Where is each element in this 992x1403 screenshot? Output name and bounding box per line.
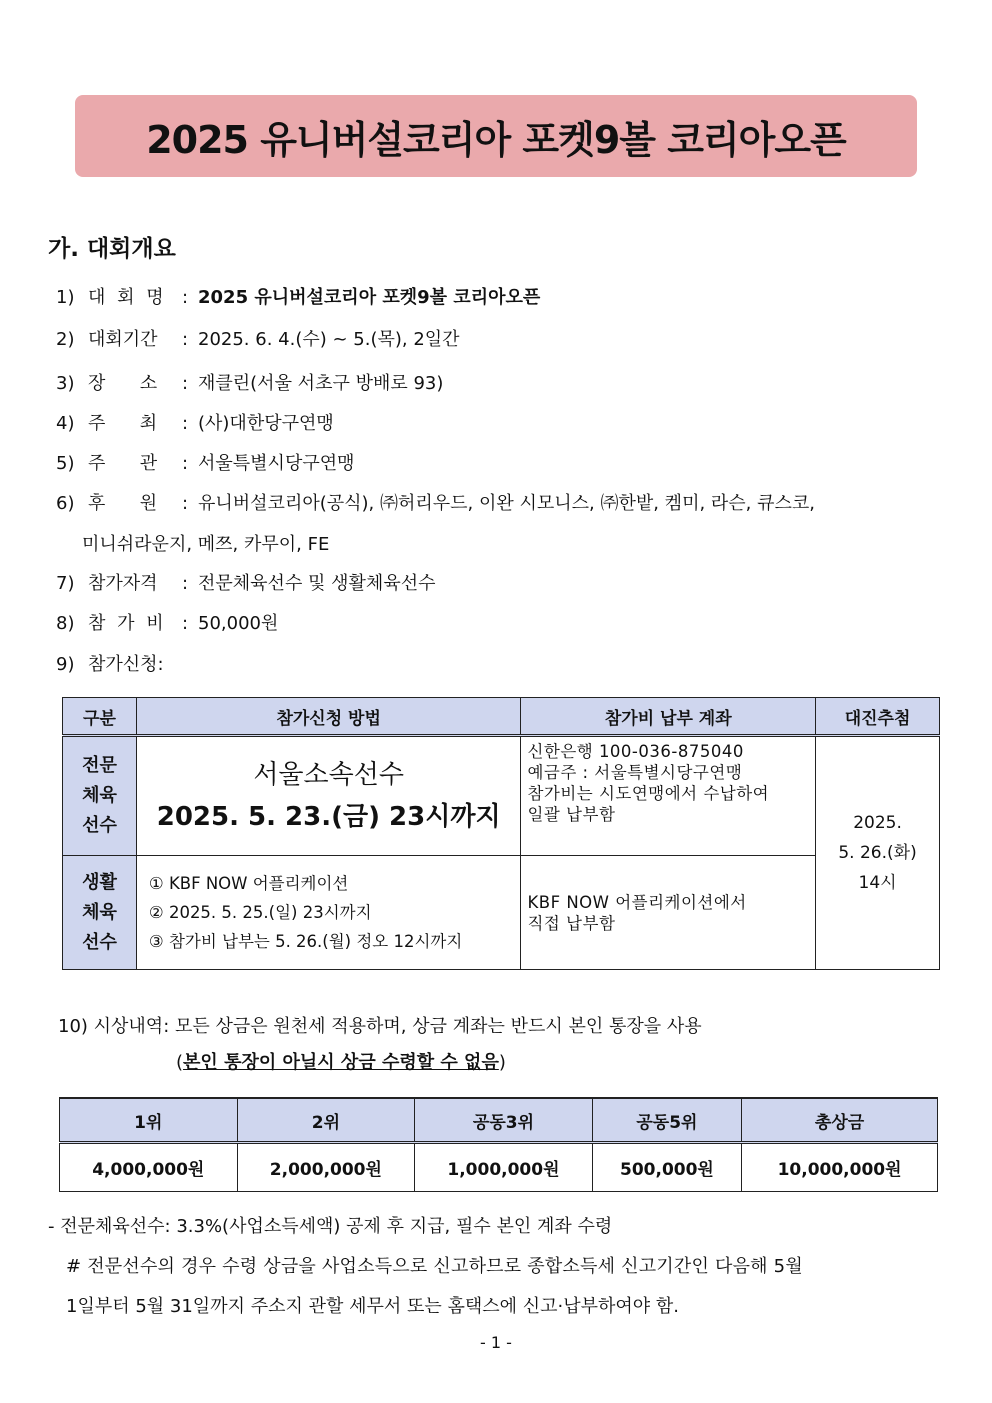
prize-note <box>176 1048 506 1074</box>
item-label: 참 가 비 <box>88 613 167 634</box>
step-line: ① KBF NOW 어플리케이션 <box>148 874 349 893</box>
info-item-period: 2) 대회기간 : 2025. 6. 4.(수) ~ 5.(목), 2일간 <box>56 325 460 351</box>
item-label: 후 원 <box>88 493 158 514</box>
prize-header: 1위 <box>60 1098 238 1143</box>
step-line: ③ 참가비 납부는 5. 26.(월) 정오 12시까지 <box>148 932 463 951</box>
item-value: 2025 유니버설코리아 포켓9볼 코리아오픈 <box>198 287 541 308</box>
method-pro <box>136 736 521 856</box>
category-amateur <box>63 856 137 970</box>
category-line: 선수 <box>82 815 117 836</box>
category-line: 전문 <box>82 755 117 776</box>
draw-line: 2025. <box>853 813 902 833</box>
item-label: 참가신청: <box>88 654 164 675</box>
header-draw: 대진추첨 <box>816 698 940 736</box>
page-number: - 1 - <box>480 1333 512 1352</box>
tax-detail: # 전문선수의 경우 수령 상금을 사업소득으로 신고하므로 종합소득세 신고기간인 다음해 5월 <box>66 1256 803 1277</box>
draw-date <box>816 736 940 970</box>
table-row-amateur <box>63 856 940 970</box>
step-line: ② 2025. 5. 25.(일) 23시까지 <box>148 903 372 922</box>
method-deadline: 2025. 5. 23.(금) 23시까지 <box>156 802 501 832</box>
header-category: 구분 <box>63 698 137 736</box>
info-item-host: 4) 주 최 : (사)대한당구연맹 <box>56 409 334 435</box>
account-line: 참가비는 시도연맹에서 수납하여 <box>527 784 770 803</box>
account-line: 직접 납부함 <box>527 913 616 933</box>
prize-header: 공동5위 <box>592 1098 741 1143</box>
info-item-fee: 8) 참 가 비 : 50,000원 <box>56 609 278 635</box>
prize-header: 공동3위 <box>415 1098 593 1143</box>
category-line: 체육 <box>82 785 117 806</box>
header-account: 참가비 납부 계좌 <box>521 698 816 736</box>
account-pro <box>521 736 816 856</box>
account-line: 일괄 납부함 <box>527 805 616 824</box>
item-label: 주 최 <box>88 413 158 434</box>
category-pro <box>63 736 137 856</box>
account-amateur <box>521 856 816 970</box>
prize-table <box>59 1097 938 1192</box>
table-row-pro <box>63 736 940 856</box>
prize-warning: 본인 통장이 아닐시 상금 수령할 수 없음 <box>183 1052 499 1073</box>
tax-note: - 전문체육선수: 3.3%(사업소득세액) 공제 후 지급, 필수 본인 계좌 수령 <box>48 1216 613 1237</box>
item-value: 서울특별시당구연맹 <box>198 453 355 474</box>
tax-detail: 1일부터 5월 31일까지 주소지 관할 세무서 또는 홈택스에 신고·납부하여야 함. <box>66 1296 679 1317</box>
item-number: 8) <box>56 613 75 634</box>
prize-value-row <box>60 1143 938 1192</box>
item-label: 참가자격 <box>88 573 158 594</box>
account-line: KBF NOW 어플리케이션에서 <box>527 892 747 912</box>
info-item-venue: 3) 장 소 : 재클린(서울 서초구 방배로 93) <box>56 369 443 395</box>
account-line: 예금주 : 서울특별시당구연맹 <box>527 763 743 782</box>
application-table <box>62 697 940 970</box>
item-number: 9) <box>56 654 75 675</box>
page-title: 2025 유니버설코리아 포켓9볼 코리아오픈 <box>146 117 846 162</box>
prize-intro: 10) 시상내역: 모든 상금은 원천세 적용하며, 상금 계좌는 반드시 본인 통장을 사용 <box>58 1016 702 1037</box>
item-number: 2) <box>56 329 75 350</box>
item-value: 재클린(서울 서초구 방배로 93) <box>198 373 444 394</box>
info-item-organizer: 5) 주 관 : 서울특별시당구연맹 <box>56 449 355 475</box>
prize-value: 500,000원 <box>592 1143 741 1192</box>
prize-value: 10,000,000원 <box>742 1143 938 1192</box>
account-line: 신한은행 100-036-875040 <box>527 742 744 761</box>
prize-value: 4,000,000원 <box>60 1143 238 1192</box>
title-banner <box>75 95 917 177</box>
draw-line: 5. 26.(화) <box>838 843 917 863</box>
item-number: 5) <box>56 453 75 474</box>
draw-line: 14시 <box>858 873 897 893</box>
table-header-row <box>63 698 940 736</box>
method-amateur <box>136 856 521 970</box>
prize-header: 총상금 <box>742 1098 938 1143</box>
category-line: 체육 <box>82 901 117 923</box>
item-value: 유니버설코리아(공식), ㈜허리우드, 이완 시모니스, ㈜한밭, 켐미, 라슨, 큐스코, <box>198 493 816 514</box>
paren-open: ( <box>176 1052 184 1073</box>
item-label: 주 관 <box>88 453 158 474</box>
item-label: 대회기간 <box>88 329 158 350</box>
sponsor-continuation: 미니쉬라운지, 메쯔, 카무이, FE <box>82 534 330 555</box>
item-value: 2025. 6. 4.(수) ~ 5.(목), 2일간 <box>198 329 460 350</box>
item-number: 4) <box>56 413 75 434</box>
method-title: 서울소속선수 <box>253 760 405 790</box>
prize-header-row <box>60 1098 938 1143</box>
item-number: 7) <box>56 573 75 594</box>
item-number: 6) <box>56 493 75 514</box>
item-number: 3) <box>56 373 75 394</box>
info-item-eligibility: 7) 참가자격 : 전문체육선수 및 생활체육선수 <box>56 569 436 595</box>
prize-value: 1,000,000원 <box>415 1143 593 1192</box>
item-value: 50,000원 <box>198 613 279 634</box>
header-method: 참가신청 방법 <box>136 698 521 736</box>
item-value: (사)대한당구연맹 <box>198 413 334 434</box>
prize-value: 2,000,000원 <box>237 1143 415 1192</box>
info-item-apply <box>56 650 164 676</box>
item-number: 1) <box>56 287 75 308</box>
item-label: 장 소 <box>88 373 158 394</box>
paren-close: ) <box>498 1052 506 1073</box>
category-line: 선수 <box>82 931 117 953</box>
category-line: 생활 <box>82 871 117 893</box>
item-label: 대 회 명 <box>88 287 167 308</box>
section-heading: 가. 대회개요 <box>48 236 176 262</box>
info-item-sponsor: 6) 후 원 : 유니버설코리아(공식), ㈜허리우드, 이완 시모니스, ㈜한밭, 켐미, 라슨, 큐스코, <box>56 489 815 515</box>
item-value: 전문체육선수 및 생활체육선수 <box>198 573 436 594</box>
info-item-name: 1) 대 회 명 : 2025 유니버설코리아 포켓9볼 코리아오픈 <box>56 283 540 309</box>
prize-header: 2위 <box>237 1098 415 1143</box>
